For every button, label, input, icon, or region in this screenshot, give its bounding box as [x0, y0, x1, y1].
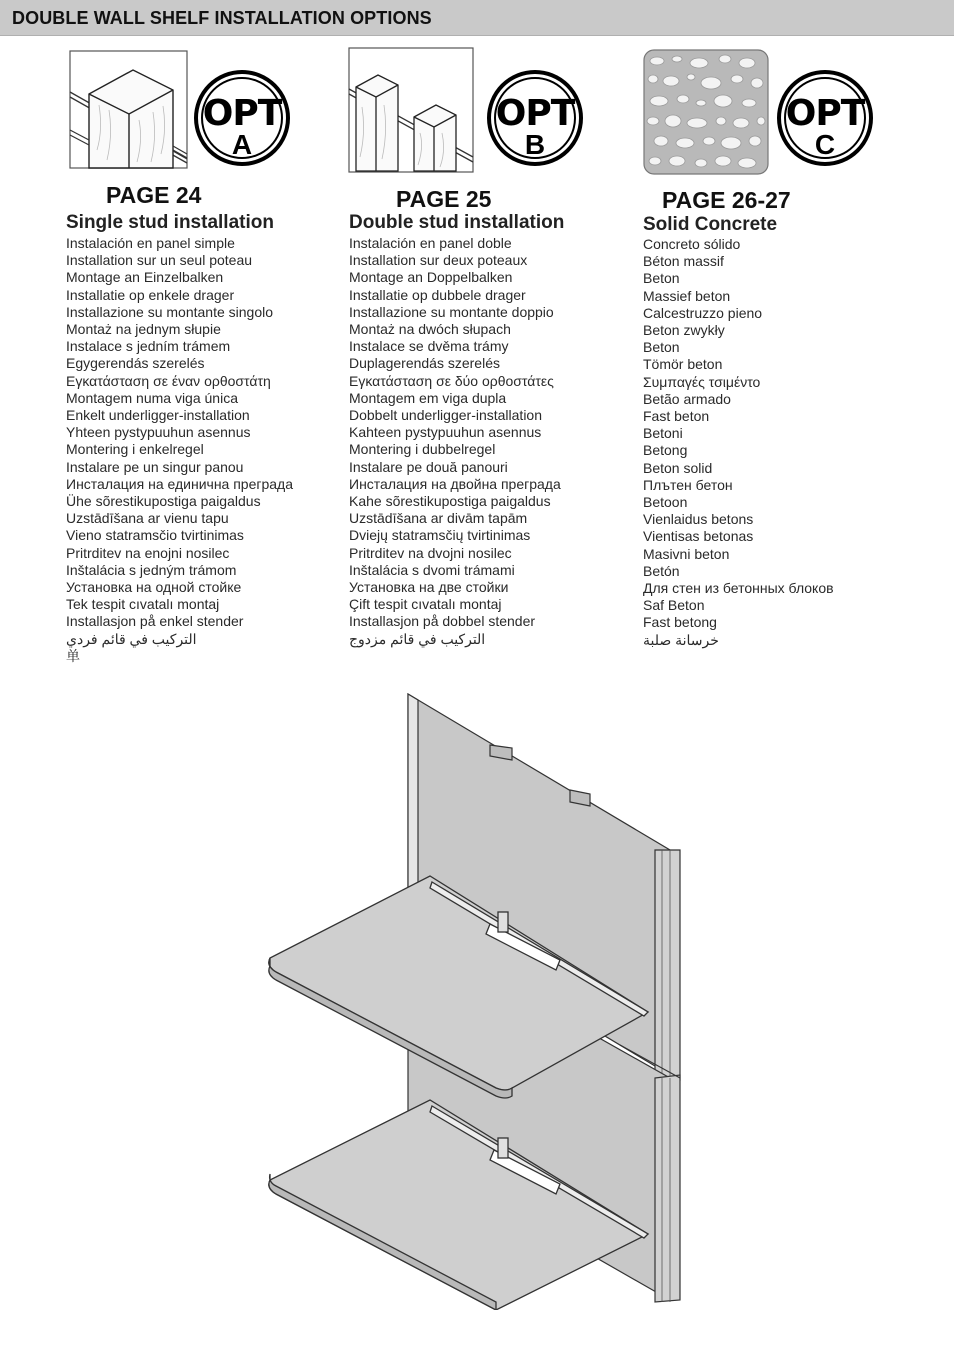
list-item: Fast betong — [643, 614, 717, 631]
list-item: Pritrditev na dvojni nosilec — [349, 544, 512, 561]
list-item: Tömör beton — [643, 356, 723, 373]
list-item: التركيب في قائم مزدوج — [349, 630, 486, 647]
list-item: Dobbelt underligger-installation — [349, 407, 543, 424]
list-item: Инсталация на двойна преграда — [349, 475, 561, 492]
list-item: Concreto sólido — [643, 236, 741, 252]
translation-list — [643, 236, 834, 649]
list-item: Montage an Doppelbalken — [349, 269, 513, 286]
list-item: Montering i dubbelregel — [349, 441, 496, 458]
opt-letter: A — [231, 129, 253, 160]
single-stud-diagram-icon — [69, 50, 189, 170]
list-item: Vienlaidus betons — [643, 511, 754, 528]
list-item: Egygerendás szerelés — [66, 355, 205, 372]
option-title: Double stud installation — [349, 212, 565, 233]
opt-b-badge — [487, 70, 583, 166]
list-item: Betoon — [643, 494, 688, 511]
list-item: Fast beton — [643, 408, 710, 425]
list-item: Vientisas betonas — [643, 528, 754, 545]
list-item: Εγκατάσταση σε έναν ορθοστάτη — [66, 372, 271, 389]
list-item: Uzstādīšana ar divām tapām — [349, 510, 528, 527]
list-item: Beton — [643, 270, 680, 287]
opt-word: OPT — [495, 93, 575, 134]
list-item: Beton — [643, 339, 680, 356]
list-item: Montaż na jednym słupie — [66, 321, 221, 338]
option-title: Solid Concrete — [643, 214, 778, 235]
list-item: Для стен из бетонных блоков — [643, 580, 834, 597]
list-item: Vieno statramsčio tvirtinimas — [66, 527, 244, 544]
list-item: Montaż na dwóch słupach — [349, 321, 511, 338]
list-item: Montering i enkelregel — [66, 441, 204, 458]
list-item: 单 — [66, 647, 80, 664]
list-item: Ühe sõrestikupostiga paigaldus — [66, 493, 261, 510]
opt-letter: C — [814, 129, 836, 160]
list-item: Dviejų statramsčių tvirtinimas — [349, 527, 531, 544]
opt-letter: B — [524, 129, 546, 160]
list-item: Συμπαγές τσιμέντο — [643, 373, 761, 390]
list-item: Плътен бетон — [643, 476, 733, 493]
option-title: Single stud installation — [66, 212, 274, 233]
list-item: Beton solid — [643, 459, 713, 476]
opt-word: OPT — [785, 93, 865, 134]
double-stud-diagram-icon — [348, 47, 474, 173]
list-item: Kahteen pystypuuhun asennus — [349, 424, 542, 441]
list-item: Calcestruzzo pieno — [643, 304, 763, 321]
list-item: Installatie op enkele drager — [66, 286, 235, 303]
list-item: Çift tespit cıvatalı montaj — [349, 596, 502, 613]
list-item: Kahe sõrestikupostiga paigaldus — [349, 493, 551, 510]
list-item: التركيب في قائم فردي — [66, 630, 197, 647]
page-reference: PAGE 24 — [106, 182, 202, 208]
wall-shelf-illustration — [260, 690, 690, 1310]
list-item: Pritrditev na enojni nosilec — [66, 544, 230, 561]
list-item: Duplagerendás szerelés — [349, 355, 500, 372]
list-item: Tek tespit cıvatalı montaj — [66, 596, 220, 613]
page-reference: PAGE 25 — [396, 186, 492, 212]
list-item: Installation sur un seul poteau — [66, 252, 253, 269]
translation-list — [66, 235, 293, 665]
list-item: Montagem numa viga única — [66, 389, 238, 406]
list-item: Betón — [643, 562, 680, 579]
list-item: Instalare pe un singur panou — [66, 458, 244, 475]
list-item: Uzstādīšana ar vienu tapu — [66, 510, 229, 527]
list-item: Instalación en panel doble — [349, 235, 512, 251]
list-item: Installazione su montante singolo — [66, 303, 274, 320]
list-item: Betong — [643, 442, 688, 459]
list-item: Установка на одной стойке — [66, 579, 242, 596]
opt-c-badge — [777, 70, 873, 166]
list-item: Beton zwykły — [643, 322, 725, 339]
list-item: Saf Beton — [643, 597, 705, 614]
list-item: Инсталация на единична преграда — [66, 475, 294, 492]
concrete-texture-icon — [643, 49, 769, 175]
list-item: خرسانة صلبة — [643, 631, 719, 648]
opt-a-badge — [194, 70, 290, 166]
list-item: Masivni beton — [643, 545, 730, 562]
list-item: Béton massif — [643, 253, 724, 270]
list-item: Inštalácia s jedným trámom — [66, 561, 237, 578]
list-item: Yhteen pystypuuhun asennus — [66, 424, 251, 441]
list-item: Installasjon på dobbel stender — [349, 613, 536, 630]
page-reference: PAGE 26-27 — [662, 187, 791, 213]
translation-list — [349, 235, 561, 648]
list-item: Montage an Einzelbalken — [66, 269, 224, 286]
page-title: DOUBLE WALL SHELF INSTALLATION OPTIONS — [12, 8, 432, 28]
opt-word: OPT — [202, 93, 282, 134]
list-item: Установка на две стойки — [349, 579, 509, 596]
list-item: Massief beton — [643, 287, 731, 304]
list-item: Installation sur deux poteaux — [349, 252, 528, 269]
list-item: Instalación en panel simple — [66, 235, 235, 251]
list-item: Instalare pe două panouri — [349, 458, 508, 475]
list-item: Enkelt underligger-installation — [66, 407, 250, 424]
list-item: Betão armado — [643, 390, 731, 407]
list-item: Inštalácia s dvomi trámami — [349, 561, 515, 578]
list-item: Montagem em viga dupla — [349, 389, 507, 406]
list-item: Instalace s jedním trámem — [66, 338, 231, 355]
list-item: Instalace se dvěma trámy — [349, 338, 509, 355]
list-item: Installatie op dubbele drager — [349, 286, 526, 303]
list-item: Εγκατάσταση σε δύο ορθοστάτες — [349, 372, 554, 389]
header-bar — [0, 0, 954, 36]
list-item: Installasjon på enkel stender — [66, 613, 244, 630]
list-item: Installazione su montante doppio — [349, 303, 554, 320]
list-item: Betoni — [643, 425, 683, 442]
